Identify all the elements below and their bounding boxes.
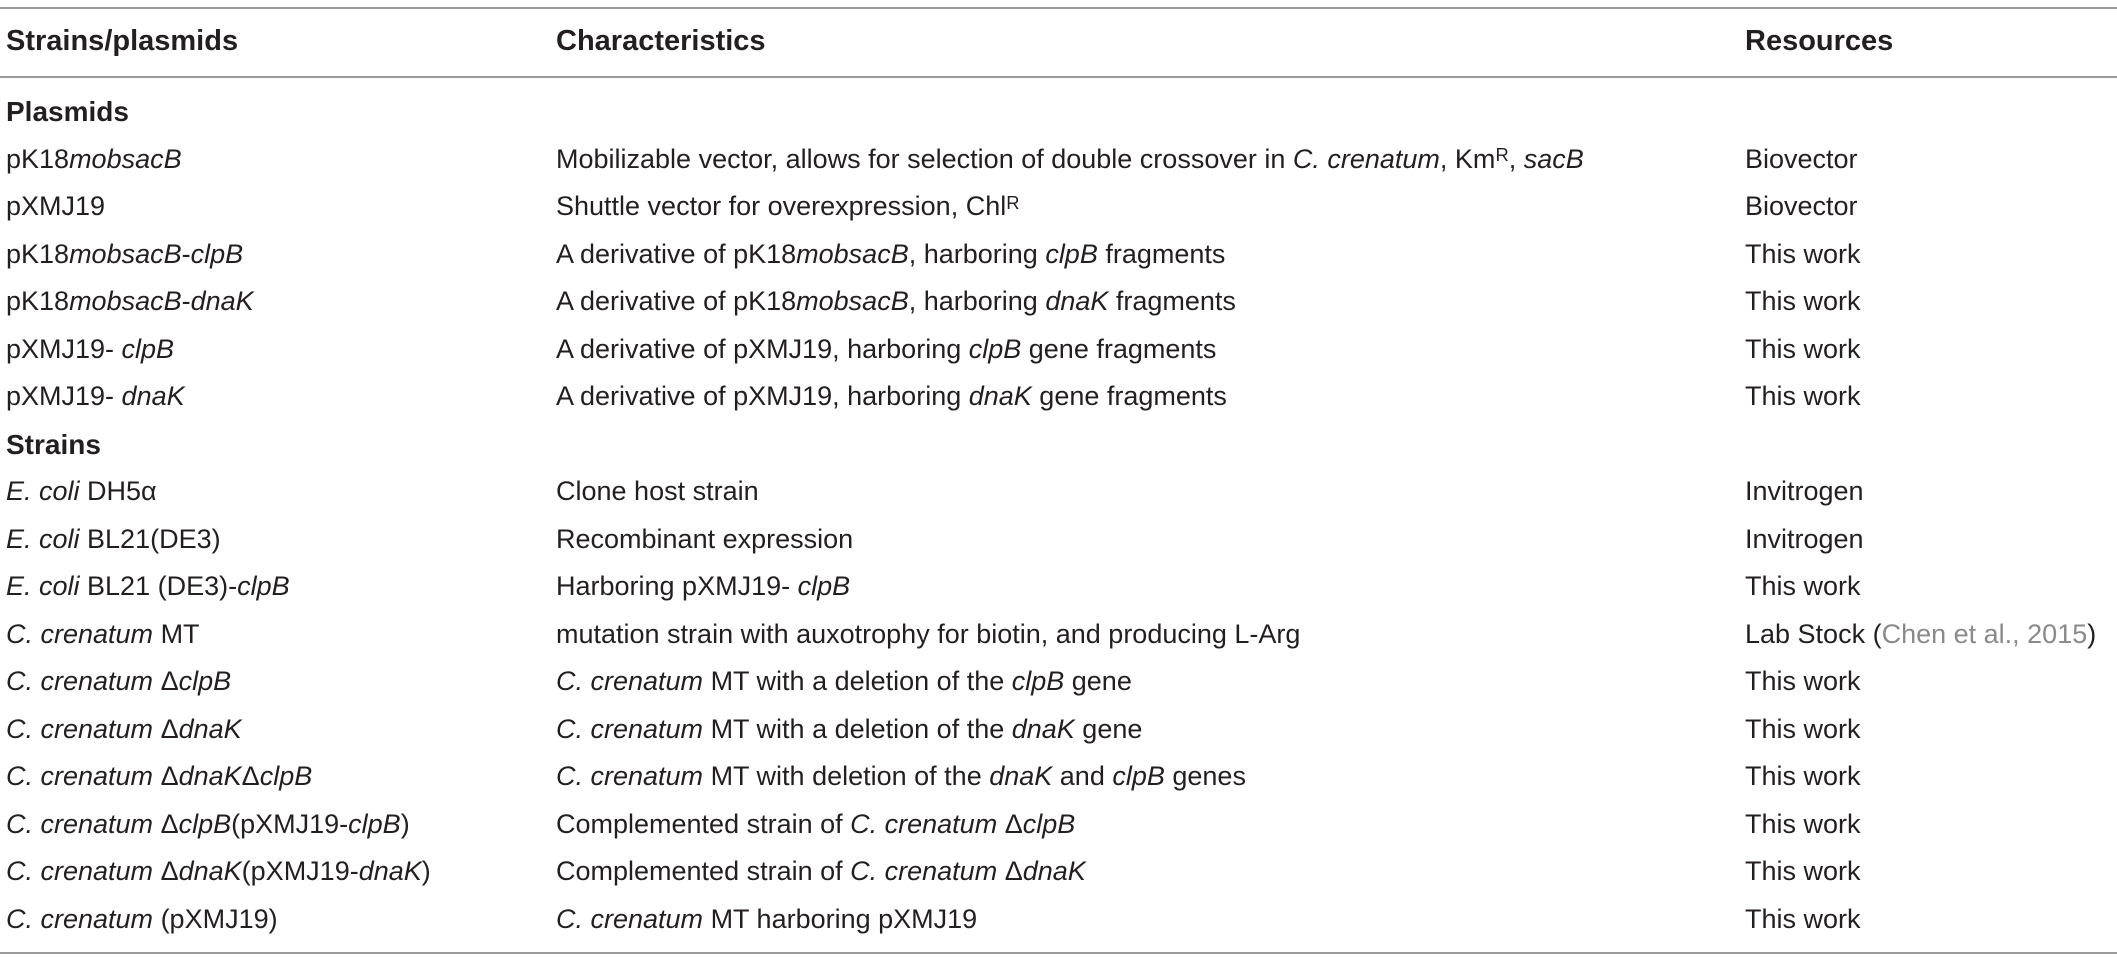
row-resources: This work <box>1745 381 1861 411</box>
table-row <box>0 136 2117 184</box>
table-row <box>0 896 2117 944</box>
row-characteristics: A derivative of pK18mobsacB, harboring clpB fragments <box>556 238 1226 269</box>
row-name: pK18mobsacB <box>6 143 182 174</box>
table-row <box>0 848 2117 896</box>
row-name: pK18mobsacB-clpB <box>6 238 244 269</box>
row-resources: This work <box>1745 903 1861 934</box>
row-characteristics: Harboring pXMJ19- clpB <box>556 571 851 601</box>
row-characteristics: Shuttle vector for overexpression, Chl$^R$ <box>556 191 1020 221</box>
row-characteristics: mutation strain with auxotrophy for biotin, and producing L-Arg <box>556 618 1301 649</box>
row-characteristics: Recombinant expression <box>556 523 854 554</box>
row-resources: Lab Stock (Chen et al., 2015) <box>1745 618 2097 649</box>
table-row <box>0 373 2117 421</box>
row-name: C. crenatum ΔclpB(pXMJ19-clpB) <box>6 808 410 839</box>
header-characteristics: Characteristics <box>556 25 766 57</box>
table-header-rule <box>0 76 2117 78</box>
row-resources: This work <box>1745 713 1861 744</box>
row-resources: This work <box>1745 238 1861 269</box>
row-resources: This work <box>1745 571 1861 601</box>
row-resources: Invitrogen <box>1745 523 1864 554</box>
table-row <box>0 706 2117 754</box>
table-row <box>0 231 2117 279</box>
row-resources: This work <box>1745 666 1861 696</box>
table-row <box>0 183 2117 231</box>
row-characteristics: A derivative of pK18mobsacB, harboring dnaK fragments <box>556 286 1236 316</box>
table-row <box>0 801 2117 849</box>
header-strains-plasmids: Strains/plasmids <box>6 25 239 57</box>
row-name: C. crenatum ΔdnaK(pXMJ19-dnaK) <box>6 856 431 886</box>
row-characteristics: A derivative of pXMJ19, harboring clpB gene fragments <box>556 333 1217 364</box>
row-resources: This work <box>1745 286 1861 316</box>
table-row <box>0 278 2117 326</box>
row-resources: Invitrogen <box>1745 476 1864 506</box>
row-name: E. coli DH5α <box>6 476 157 506</box>
row-name: pXMJ19- dnaK <box>6 381 185 411</box>
row-resources: This work <box>1745 808 1861 839</box>
table-body <box>0 88 2117 943</box>
row-name: C. crenatum ΔdnaKΔclpB <box>6 761 313 791</box>
row-resources: Biovector <box>1745 143 1858 174</box>
row-resources: This work <box>1745 333 1861 364</box>
table-row <box>0 658 2117 706</box>
row-name: C. crenatum ΔdnaK <box>6 713 242 744</box>
row-characteristics: C. crenatum MT harboring pXMJ19 <box>556 903 978 934</box>
header-resources: Resources <box>1745 25 1894 57</box>
section-row-strains <box>0 421 2117 469</box>
row-name: C. crenatum (pXMJ19) <box>6 903 278 934</box>
row-characteristics: C. crenatum MT with a deletion of the clpB gene <box>556 666 1132 696</box>
row-characteristics: Complemented strain of C. crenatum ΔclpB <box>556 808 1076 839</box>
row-name: E. coli BL21(DE3) <box>6 523 221 554</box>
table-row <box>0 468 2117 516</box>
row-name: C. crenatum ΔclpB <box>6 666 232 696</box>
table-bottom-rule <box>0 952 2117 954</box>
row-characteristics: C. crenatum MT with deletion of the dnaK and clpB genes <box>556 761 1246 791</box>
row-name: C. crenatum MT <box>6 618 200 649</box>
table-header-row <box>0 7 2117 76</box>
row-name: pK18mobsacB-dnaK <box>6 286 254 316</box>
row-characteristics: Clone host strain <box>556 476 759 506</box>
row-name: E. coli BL21 (DE3)-clpB <box>6 571 290 601</box>
table-row <box>0 753 2117 801</box>
section-row-plasmids <box>0 88 2117 136</box>
table-row <box>0 326 2117 374</box>
table-row <box>0 516 2117 564</box>
row-characteristics: Complemented strain of C. crenatum ΔdnaK <box>556 856 1086 886</box>
section-label: Plasmids <box>6 96 129 127</box>
table-row <box>0 611 2117 659</box>
row-characteristics: Mobilizable vector, allows for selection of double crossover in C. crenatum, $Km^R$, sacB <box>556 143 1584 174</box>
table-row <box>0 563 2117 611</box>
row-name: pXMJ19- clpB <box>6 333 175 364</box>
row-resources: This work <box>1745 761 1861 791</box>
row-resources: This work <box>1745 856 1861 886</box>
row-characteristics: C. crenatum MT with a deletion of the dnaK gene <box>556 713 1143 744</box>
row-resources: Biovector <box>1745 191 1858 221</box>
row-name: pXMJ19 <box>6 191 106 221</box>
row-characteristics: A derivative of pXMJ19, harboring dnaK gene fragments <box>556 381 1227 411</box>
section-label: Strains <box>6 428 101 460</box>
